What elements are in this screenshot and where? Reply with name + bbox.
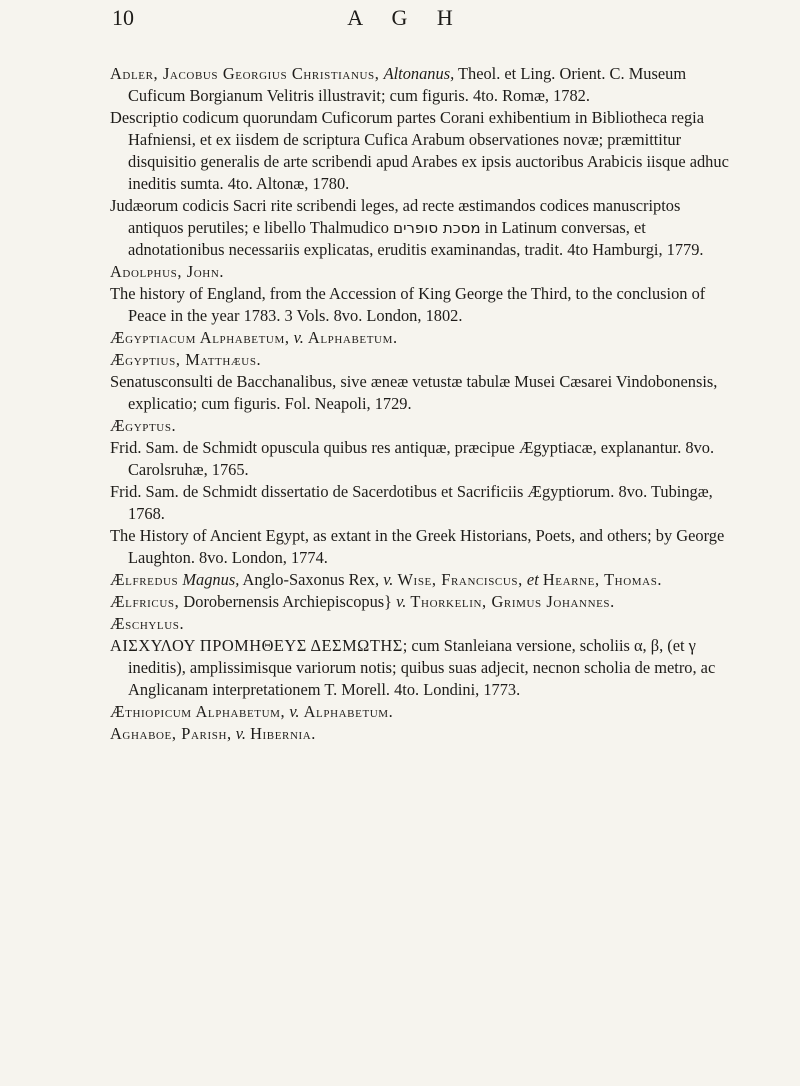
index-entries xyxy=(110,63,730,745)
author-name: Adler, Jacobus Georgius Christianus, xyxy=(110,64,380,83)
hebrew-title: מסכת סופרים xyxy=(393,219,481,237)
entry-aegyptus xyxy=(110,415,730,569)
work-title-continued: ; cum Stanleiana versione, scholiis α, β, (et γ ineditis), amplissimisque variorum notis; quibus suas adjecit, necnon scholia de metro, ac Anglicanam interpretationem T. Morell. 4to. Londini, 1773. xyxy=(128,636,716,699)
work-entry xyxy=(110,107,730,195)
heading-name: Ælfricus, xyxy=(110,592,180,611)
see-marker: v. xyxy=(383,570,394,589)
author-place: Altonanus, xyxy=(383,64,455,83)
work-title: Descriptio codicum quorundam Cuficorum partes Corani exhibentium in Bibliotheca regia Hafniensi, et ex iisdem de scriptura Cufica Arabum observationes novæ; præmittitur disquisitio generalis de arte scribendi apud Arabes ex ipsis auctoribus Arabicis iisque adhuc ineditis sumta. 4to. Altonæ, 1780. xyxy=(110,108,729,193)
author-description: Theol. et Ling. Orient. C. xyxy=(457,64,625,83)
heading-description: Dorobernensis Archiepiscopus} xyxy=(183,592,393,611)
cross-reference xyxy=(110,591,730,613)
heading-name: Ægyptiacum Alphabetum, xyxy=(110,328,290,347)
work-entry: Frid. Sam. de Schmidt dissertatio de Sacerdotibus et Sacrificiis Ægyptiorum. 8vo. Tubingæ, 1768. xyxy=(110,482,713,523)
entry-aegyptiacum xyxy=(110,327,730,349)
epithet: Magnus, xyxy=(182,570,240,589)
cross-reference xyxy=(110,701,730,723)
running-head: A G H xyxy=(347,5,465,30)
heading-description: Anglo-Saxonus Rex, xyxy=(242,570,380,589)
entry-aelfricus xyxy=(110,591,730,613)
reference-target: Alphabetum. xyxy=(307,328,398,347)
reference-target: Wise, Franciscus, xyxy=(397,570,523,589)
work-entry xyxy=(110,635,730,701)
entry-adolphus xyxy=(110,261,730,327)
entry-aghaboe xyxy=(110,723,730,745)
reference-target: Alphabetum. xyxy=(303,702,394,721)
heading-name: Aghaboe, Parish, xyxy=(110,724,232,743)
see-marker: v. xyxy=(235,724,246,743)
author-name: Ægyptius, Matthæus. xyxy=(110,350,262,369)
greek-title: ΑΙΣΧΥΛΟΥ ΠΡΟΜΗΘΕΥΣ ΔΕΣΜΩΤΗΣ xyxy=(110,636,403,655)
work-entry: Senatusconsulti de Bacchanalibus, sive æneæ vetustæ tabulæ Musei Cæsarei Vindobonensis, explicatio; cum figuris. Fol. Neapoli, 1729. xyxy=(110,372,718,413)
work-title: Museum Cuficum Borgianum Velitris illustravit; cum figuris. 4to. Romæ, 1782. xyxy=(128,64,687,105)
entry-adler xyxy=(110,63,730,261)
work-title: Judæorum codicis Sacri rite scribendi leges, ad recte æstimandos codices manuscriptos antiquos perutiles; e libello Thalmudico xyxy=(110,196,681,237)
reference-target: Hibernia. xyxy=(250,724,317,743)
author-name: Adolphus, John. xyxy=(110,262,225,281)
work-entry: The History of Ancient Egypt, as extant in the Greek Historians, Poets, and others; by George Laughton. 8vo. London, 1774. xyxy=(110,526,725,567)
work-entry xyxy=(110,195,730,261)
reference-target: Thorkelin, Grimus Johannes. xyxy=(410,592,615,611)
page-number: 10 xyxy=(112,5,134,30)
and-marker: et xyxy=(526,570,539,589)
author-name: Æschylus. xyxy=(110,614,185,633)
work-title-continued: in Latinum conversas, et adnotationibus necessariis explicatas, eruditis examinandas, tradit. 4to Hamburgi, 1779. xyxy=(128,218,704,259)
heading-name: Æthiopicum Alphabetum, xyxy=(110,702,286,721)
cross-reference xyxy=(110,723,730,745)
entry-aethiopicum xyxy=(110,701,730,723)
entry-aegyptius xyxy=(110,349,730,415)
work-entry: The history of England, from the Accession of King George the Third, to the conclusion of Peace in the year 1783. 3 Vols. 8vo. London, 1802. xyxy=(110,284,706,325)
reference-target: Hearne, Thomas. xyxy=(542,570,663,589)
entry-aelfredus xyxy=(110,569,730,591)
cross-reference xyxy=(110,327,730,349)
entry-aeschylus xyxy=(110,613,730,701)
subject-heading: Ægyptus. xyxy=(110,416,177,435)
see-marker: v. xyxy=(289,702,300,721)
see-marker: v. xyxy=(396,592,407,611)
entry-heading xyxy=(110,63,730,107)
page-header xyxy=(0,0,800,40)
heading-name: Ælfredus xyxy=(110,570,179,589)
work-entry: Frid. Sam. de Schmidt opuscula quibus res antiquæ, præcipue Ægyptiacæ, explanantur. 8vo. Carolsruhæ, 1765. xyxy=(110,438,715,479)
cross-reference xyxy=(110,569,730,591)
see-marker: v. xyxy=(293,328,304,347)
